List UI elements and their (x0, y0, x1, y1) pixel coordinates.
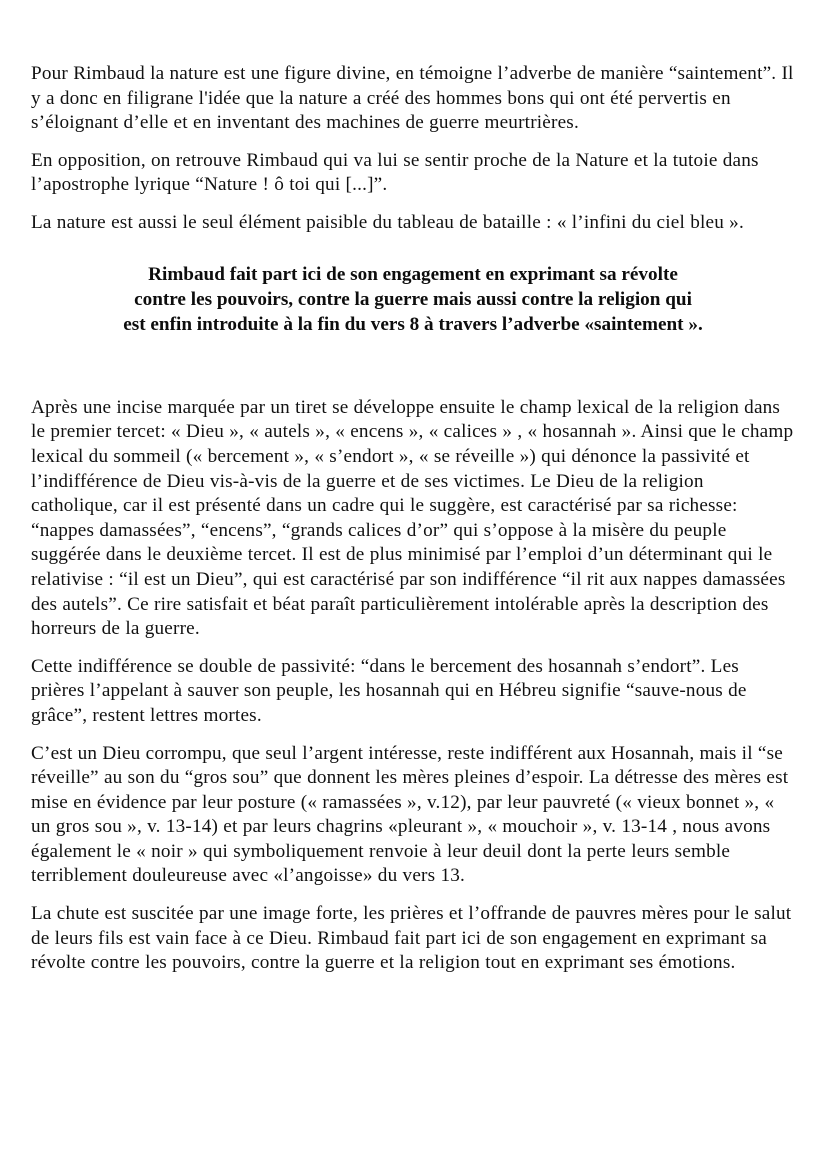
emphasis-line-3: est enfin introduite à la fin du vers 8 à travers l’adverbe «saintement ». (123, 314, 703, 336)
section-spacer (31, 338, 795, 396)
emphasis-callout (31, 262, 795, 338)
emphasis-line-2: contre les pouvoirs, contre la guerre mais aussi contre la religion qui (134, 288, 692, 310)
paragraph-intro-3: La nature est aussi le seul élément paisible du tableau de bataille : « l’infini du ciel bleu ». (31, 211, 744, 233)
document-text-body (31, 62, 795, 976)
paragraph-intro-2: En opposition, on retrouve Rimbaud qui va lui se sentir proche de la Nature et la tutoie dans l’apostrophe lyrique “Nature ! ô toi qui [...]”. (31, 149, 759, 196)
analysis-section (31, 396, 795, 976)
paragraph-body-1: Après une incise marquée par un tiret se développe ensuite le champ lexical de la religion dans le premier tercet: « Dieu », « autels », « encens », « calices » , « hosannah ». Ainsi que le champ lexical du sommeil (« bercement », « s’endort », « se réveille ») qui dénonce la passivité et l’indifférence de Dieu vis-à-vis de la guerre et de ses victimes. Le Dieu de la religion catholique, car il est présenté dans un cadre qui le suggère, est caractérisé par sa richesse: “nappes damassées”, “encens”, “grands calices d’or” qui s’oppose à la misère du peuple suggérée dans le deuxième tercet. Il est de plus minimisé par l’emploi d’un déterminant qui le relativise : “il est un Dieu”, qui est caractérisé par son indifférence “il rit aux nappes damassées des autels”. Ce rire satisfait et béat paraît particulièrement intolérable après la description des horreurs de la guerre. (31, 396, 794, 640)
paragraph-body-3: C’est un Dieu corrompu, que seul l’argent intéresse, reste indifférent aux Hosannah, mais il “se réveille” au son du “gros sou” que donnent les mères pleines d’espoir. La détresse des mères est mise en évidence par leur posture (« ramassées », v.12), par leur pauvreté (« vieux bonnet », « un gros sou », v. 13-14) et par leurs chagrins «pleurant », « mouchoir », v. 13-14 , nous avons également le « noir » qui symboliquement renvoie à leur deuil dont la perte leurs semble terriblement douleureuse avec «l’angoisse» du vers 13. (31, 742, 789, 887)
intro-section (31, 62, 795, 236)
emphasis-line-1: Rimbaud fait part ici de son engagement en exprimant sa révolte (148, 263, 678, 285)
paragraph-intro-1: Pour Rimbaud la nature est une figure divine, en témoigne l’adverbe de manière “saintement”. Il y a donc en filigrane l'idée que la nature a créé des hommes bons qui ont été pervertis en s’éloignant d’elle et en inventant des machines de guerre meurtrières. (31, 63, 794, 134)
paragraph-body-2: Cette indifférence se double de passivité: “dans le bercement des hosannah s’endort”. Les prières l’appelant à sauver son peuple, les hosannah qui en Hébreu signifie “sauve-nous de grâce”, restent lettres mortes. (31, 655, 747, 726)
paragraph-body-4: La chute est suscitée par une image forte, les prières et l’offrande de pauvres mères pour le salut de leurs fils est vain face à ce Dieu. Rimbaud fait part ici de son engagement en exprimant sa révolte contre les pouvoirs, contre la guerre et la religion tout en exprimant ses émotions. (31, 903, 792, 974)
